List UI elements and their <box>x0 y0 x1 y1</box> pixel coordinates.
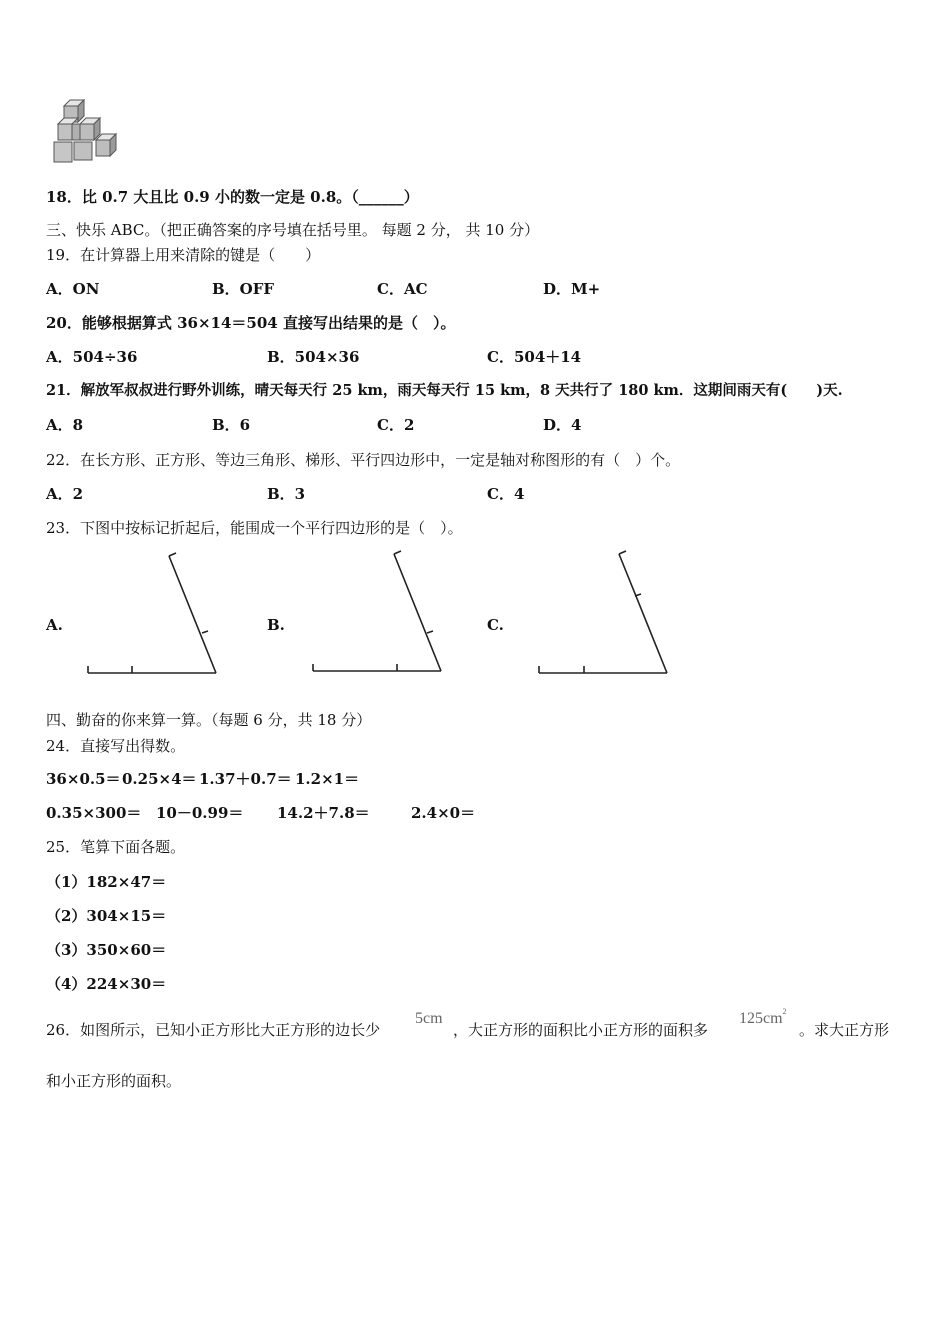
question-20: 20．能够根据算式 36×14＝504 直接写出结果的是（ ）。 <box>46 314 456 332</box>
q22-option-c[interactable]: C．4 <box>487 485 525 503</box>
q26-value-125cm2 <box>739 1007 787 1028</box>
q24-item: 0.35×300＝ <box>46 804 142 822</box>
question-23: 23．下图中按标记折起后，能围成一个平行四边形的是（ ）。 <box>46 519 463 537</box>
q21-option-c[interactable]: C．2 <box>377 416 415 434</box>
q24-item: 1.2×1＝ <box>295 770 360 788</box>
question-26-part3: 。求大正方形 <box>799 1021 890 1039</box>
question-26-part1: 26．如图所示，已知小正方形比大正方形的边长少 <box>46 1021 381 1039</box>
question-19: 19．在计算器上用来清除的键是（ ） <box>46 246 321 264</box>
question-22: 22．在长方形、正方形、等边三角形、梯形、平行四边形中，一定是轴对称图形的有（ ）个。 <box>46 451 681 469</box>
question-25: 25．笔算下面各题。 <box>46 838 186 856</box>
q22-option-b[interactable]: B．3 <box>267 485 306 503</box>
question-18: 18．比 0.7 大且比 0.9 小的数一定是 0.8。（______） <box>46 188 419 206</box>
fold-figure-a <box>88 553 216 673</box>
question-26-line2: 和小正方形的面积。 <box>46 1072 182 1090</box>
fold-figure-b <box>313 551 441 671</box>
cube-stack-drawing <box>54 100 116 162</box>
q19-option-c[interactable]: C．AC <box>377 280 428 298</box>
section-4-title: 四、勤奋的你来算一算。（每题 6 分，共 18 分） <box>46 711 372 729</box>
q19-option-d[interactable]: D．M+ <box>543 280 601 298</box>
q25-item-1: （1）182×47＝ <box>46 873 167 891</box>
q21-option-b[interactable]: B．6 <box>212 416 251 434</box>
q23-option-b[interactable]: B. <box>267 616 285 634</box>
question-24: 24．直接写出得数。 <box>46 737 186 755</box>
q24-item: 0.25×4＝ <box>122 770 197 788</box>
q20-option-b[interactable]: B．504×36 <box>267 348 360 366</box>
q19-option-b[interactable]: B．OFF <box>212 280 275 298</box>
question-21: 21．解放军叔叔进行野外训练，晴天每天行 25 km，雨天每天行 15 km，8 天共行了 180 km．这期间雨天有( )天. <box>46 382 843 399</box>
q21-option-a[interactable]: A．8 <box>46 416 84 434</box>
section-3-title: 三、快乐 ABC。（把正确答案的序号填在括号里。 每题 2 分， 共 10 分） <box>46 221 540 239</box>
q26-value-5cm: 5cm <box>415 1010 443 1027</box>
q23-option-c[interactable]: C. <box>487 616 504 634</box>
q20-option-c[interactable]: C．504＋14 <box>487 348 582 366</box>
q21-option-d[interactable]: D．4 <box>543 416 582 434</box>
q26-superscript-2: 2 <box>782 1007 787 1016</box>
fold-figure-c <box>539 551 667 673</box>
q25-item-2: （2）304×15＝ <box>46 907 167 925</box>
q24-item: 14.2＋7.8＝ <box>277 804 370 822</box>
q25-item-4: （4）224×30＝ <box>46 975 167 993</box>
q24-item: 2.4×0＝ <box>411 804 476 822</box>
q24-item: 36×0.5＝ <box>46 770 121 788</box>
q19-option-a[interactable]: A．ON <box>46 280 100 298</box>
q24-item: 1.37＋0.7＝ <box>199 770 292 788</box>
q25-item-3: （3）350×60＝ <box>46 941 167 959</box>
q23-option-a[interactable]: A. <box>46 616 63 634</box>
q22-option-a[interactable]: A．2 <box>46 485 84 503</box>
q26-value-125cm: 125cm <box>739 1010 783 1027</box>
question-26-part2: ，大正方形的面积比小正方形的面积多 <box>453 1021 709 1039</box>
q20-option-a[interactable]: A．504÷36 <box>46 348 138 366</box>
q24-item: 10－0.99＝ <box>156 804 244 822</box>
